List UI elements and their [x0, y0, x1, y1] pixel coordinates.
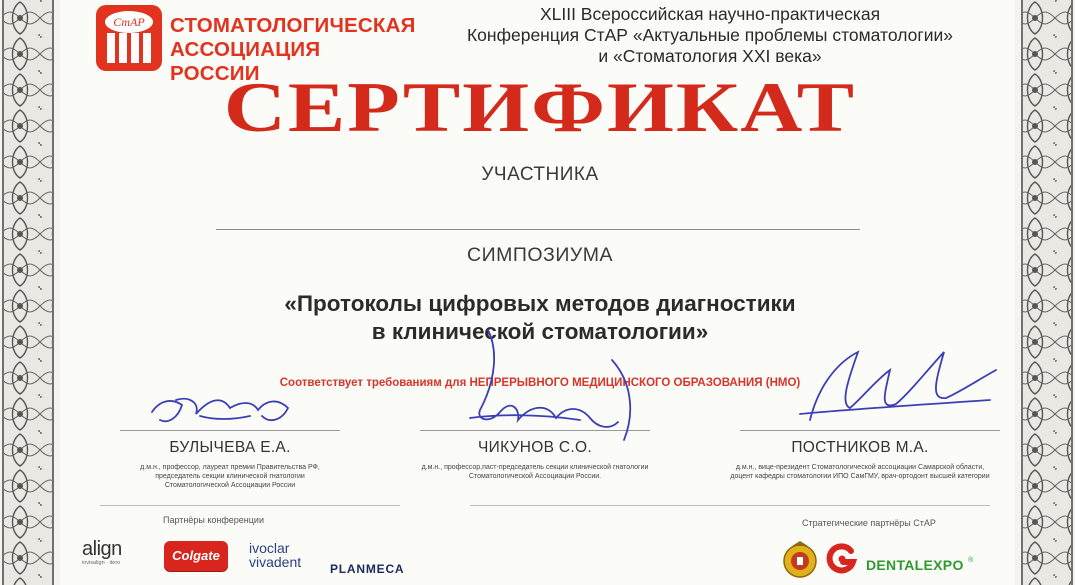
- name-line: [216, 229, 860, 230]
- footer-divider-left: [100, 505, 400, 506]
- ivoclar-vivadent-logo: [249, 541, 301, 569]
- signatory-desc: председатель секции клинической гнатологии: [155, 473, 305, 480]
- nmo-statement: [160, 377, 920, 389]
- dentalexpo-logo: [866, 557, 973, 575]
- emblem-crest-icon: [780, 540, 820, 580]
- signature-line-2: [420, 430, 650, 431]
- association-logo: [96, 5, 416, 85]
- g-mark-icon: [825, 542, 859, 576]
- signatory-desc: Стоматологической Ассоциации России: [164, 482, 296, 489]
- association-name-line1: СТОМАТОЛОГИЧЕСКАЯ: [170, 14, 416, 37]
- signature-line-1: [120, 430, 340, 431]
- signatory-name: БУЛЫЧЕВА Е.А.: [169, 439, 291, 456]
- conference-line2: Конференция СтАР «Актуальные проблемы стоматологии»: [466, 25, 954, 45]
- certificate-subtitle: УЧАСТНИКА: [481, 164, 599, 185]
- topic-line2: в клинической стоматологии»: [371, 319, 709, 344]
- nmo-prefix: Соответствует требованиям для: [279, 377, 467, 389]
- ivoclar-wordmark: ivoclar: [249, 540, 290, 556]
- conference-heading: [400, 4, 1020, 67]
- signatory-chikunov: [380, 439, 690, 481]
- align-logo: [82, 538, 122, 566]
- signatory-desc: д.м.н., профессор, лауреат премии Правительства РФ,: [140, 464, 320, 471]
- signatory-name: ЧИКУНОВ С.О.: [478, 439, 592, 456]
- topic-line1: «Протоколы цифровых методов диагностики: [284, 291, 796, 316]
- signatory-name: ПОСТНИКОВ М.А.: [791, 439, 929, 456]
- signatory-desc: доцент кафедры стоматологии ИПО СамГМУ, врач-ортодонт высшей категории: [730, 473, 990, 480]
- vivadent-wordmark: vivadent: [249, 554, 302, 570]
- symposium-label: СИМПОЗИУМА: [467, 244, 613, 266]
- conference-line1: XLIII Всероссийская научно-практическая: [539, 4, 881, 24]
- signatory-desc: д.м.н., вице-президент Стоматологической ассоциации Самарской области,: [735, 464, 985, 471]
- symposium-topic: [160, 290, 920, 346]
- partners-label: Партнёры конференции: [163, 515, 264, 525]
- colgate-logo: [164, 541, 228, 571]
- planmeca-logo: [330, 562, 404, 576]
- signatory-bulycheva: [80, 439, 380, 490]
- registered-mark-icon: ®: [968, 557, 974, 564]
- signatory-desc: д.м.н., профессор,паст-председатель секции клинической гнатологии: [421, 464, 649, 471]
- conference-line3: и «Стоматология XXI века»: [598, 46, 822, 66]
- dentalexpo-wordmark: DENTALEXPO: [866, 557, 964, 573]
- signatory-postnikov: [700, 439, 1020, 481]
- certificate-title: СЕРТИФИКАТ: [223, 68, 857, 147]
- star-logo-mark: [96, 5, 162, 71]
- signature-line-3: [740, 430, 1000, 431]
- association-name-line2: АССОЦИАЦИЯ РОССИИ: [170, 38, 321, 85]
- colgate-wordmark: Colgate: [172, 548, 220, 563]
- ornamental-border-right: [1015, 0, 1075, 585]
- strategic-partners-label: Стратегические партнёры СтАР: [802, 518, 936, 528]
- planmeca-wordmark: PLANMECA: [330, 562, 405, 576]
- logo-monogram: СтАР: [113, 15, 145, 29]
- footer-divider-right: [470, 505, 990, 506]
- align-subtext: invisalign · itero: [82, 560, 121, 566]
- tooth-columns-icon: [96, 5, 162, 71]
- nmo-emphasis: НЕПРЕРЫВНОГО МЕДИЦИНСКОГО ОБРАЗОВАНИЯ (НМО): [469, 377, 801, 389]
- ornamental-border-left: [0, 0, 60, 585]
- signatory-desc: Стоматологической Ассоциации России.: [468, 473, 602, 480]
- align-wordmark: align: [82, 538, 122, 560]
